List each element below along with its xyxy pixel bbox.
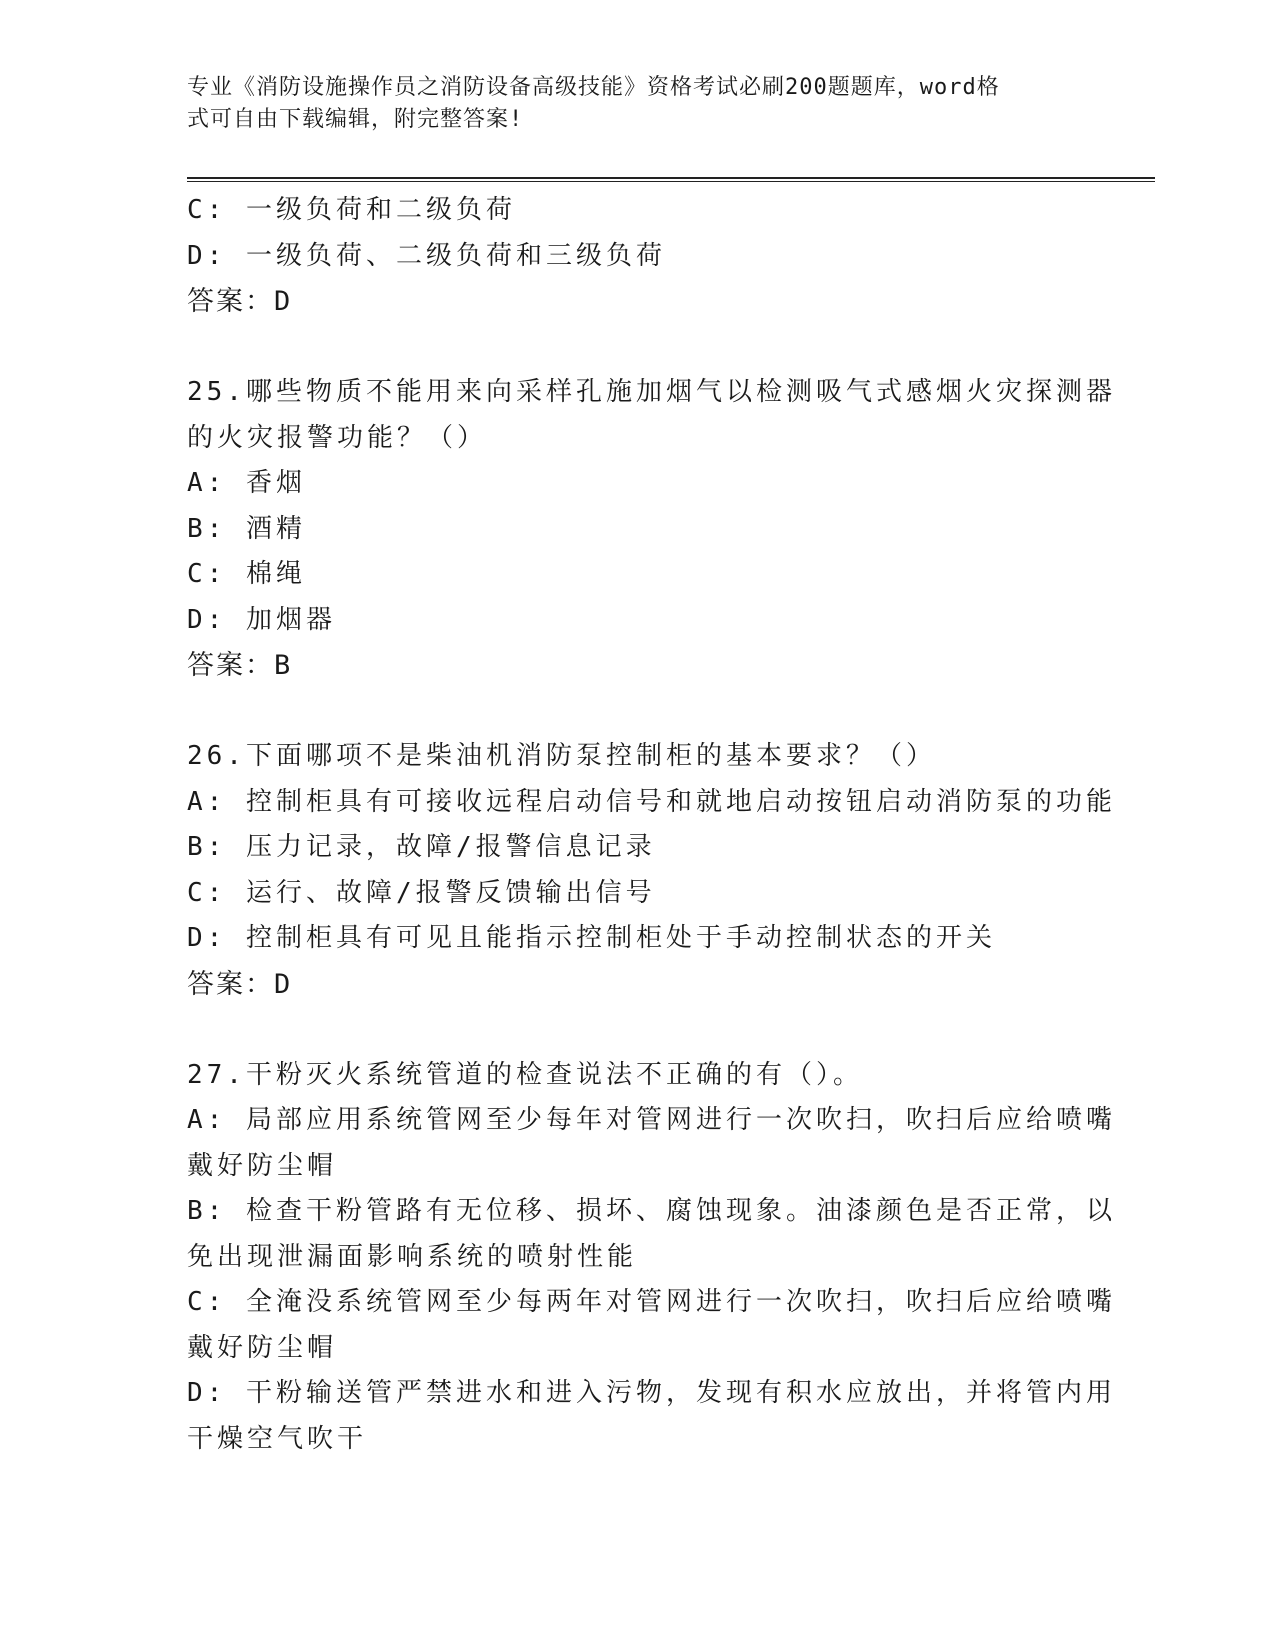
answer-line: 答案：B: [187, 650, 293, 681]
question-list: [187, 188, 1116, 1462]
question-24-tail: [187, 188, 1087, 325]
answer-line: 答案：D: [187, 286, 293, 317]
spacer: [187, 689, 1087, 735]
option-a: A: 香烟: [187, 468, 306, 498]
question-stem: 26.下面哪项不是柴油机消防泵控制柜的基本要求？（）: [187, 741, 936, 771]
option-d: D: 控制柜具有可见且能指示控制柜处于手动控制状态的开关: [187, 923, 996, 953]
option-d: D: 一级负荷、二级负荷和三级负荷: [187, 240, 666, 271]
option-b-continued: 免出现泄漏面影响系统的喷射性能: [187, 1241, 638, 1272]
header-line-1: 专业《消防设施操作员之消防设备高级技能》资格考试必刷200题题库，word格: [187, 75, 1000, 100]
question-27: [187, 1053, 1116, 1463]
header-divider: [187, 177, 1155, 182]
option-b: B: 检查干粉管路有无位移、损坏、腐蚀现象。油漆颜色是否正常，以: [187, 1196, 1116, 1226]
option-d-continued: 干燥空气吹干: [187, 1423, 368, 1454]
option-c: C: 全淹没系统管网至少每两年对管网进行一次吹扫，吹扫后应给喷嘴: [187, 1287, 1116, 1317]
option-c: C: 一级负荷和二级负荷: [187, 195, 516, 225]
option-a: A: 局部应用系统管网至少每年对管网进行一次吹扫，吹扫后应给喷嘴: [187, 1105, 1116, 1135]
option-b: B: 压力记录，故障/报警信息记录: [187, 832, 656, 862]
option-b: B: 酒精: [187, 513, 306, 544]
option-d: D: 加烟器: [187, 604, 336, 635]
option-c-continued: 戴好防尘帽: [187, 1332, 338, 1363]
option-c: C: 棉绳: [187, 559, 306, 589]
spacer: [187, 325, 1087, 371]
header-line-2: 式可自由下载编辑，附完整答案!: [187, 107, 524, 132]
question-stem: 27.干粉灭火系统管道的检查说法不正确的有（）。: [187, 1059, 863, 1090]
question-stem: 的火灾报警功能？（）: [187, 422, 488, 453]
answer-line: 答案：D: [187, 968, 293, 1000]
document-header: [187, 72, 1067, 136]
spacer: [187, 1007, 1087, 1053]
question-26: [187, 734, 1116, 1007]
question-stem: 25.哪些物质不能用来向采样孔施加烟气以检测吸气式感烟火灾探测器: [187, 377, 1116, 407]
option-c: C: 运行、故障/报警反馈输出信号: [187, 877, 656, 908]
option-a-continued: 戴好防尘帽: [187, 1150, 338, 1181]
question-25: [187, 370, 1116, 689]
option-a: A: 控制柜具有可接收远程启动信号和就地启动按钮启动消防泵的功能: [187, 786, 1116, 817]
option-d: D: 干粉输送管严禁进水和进入污物，发现有积水应放出，并将管内用: [187, 1378, 1116, 1408]
